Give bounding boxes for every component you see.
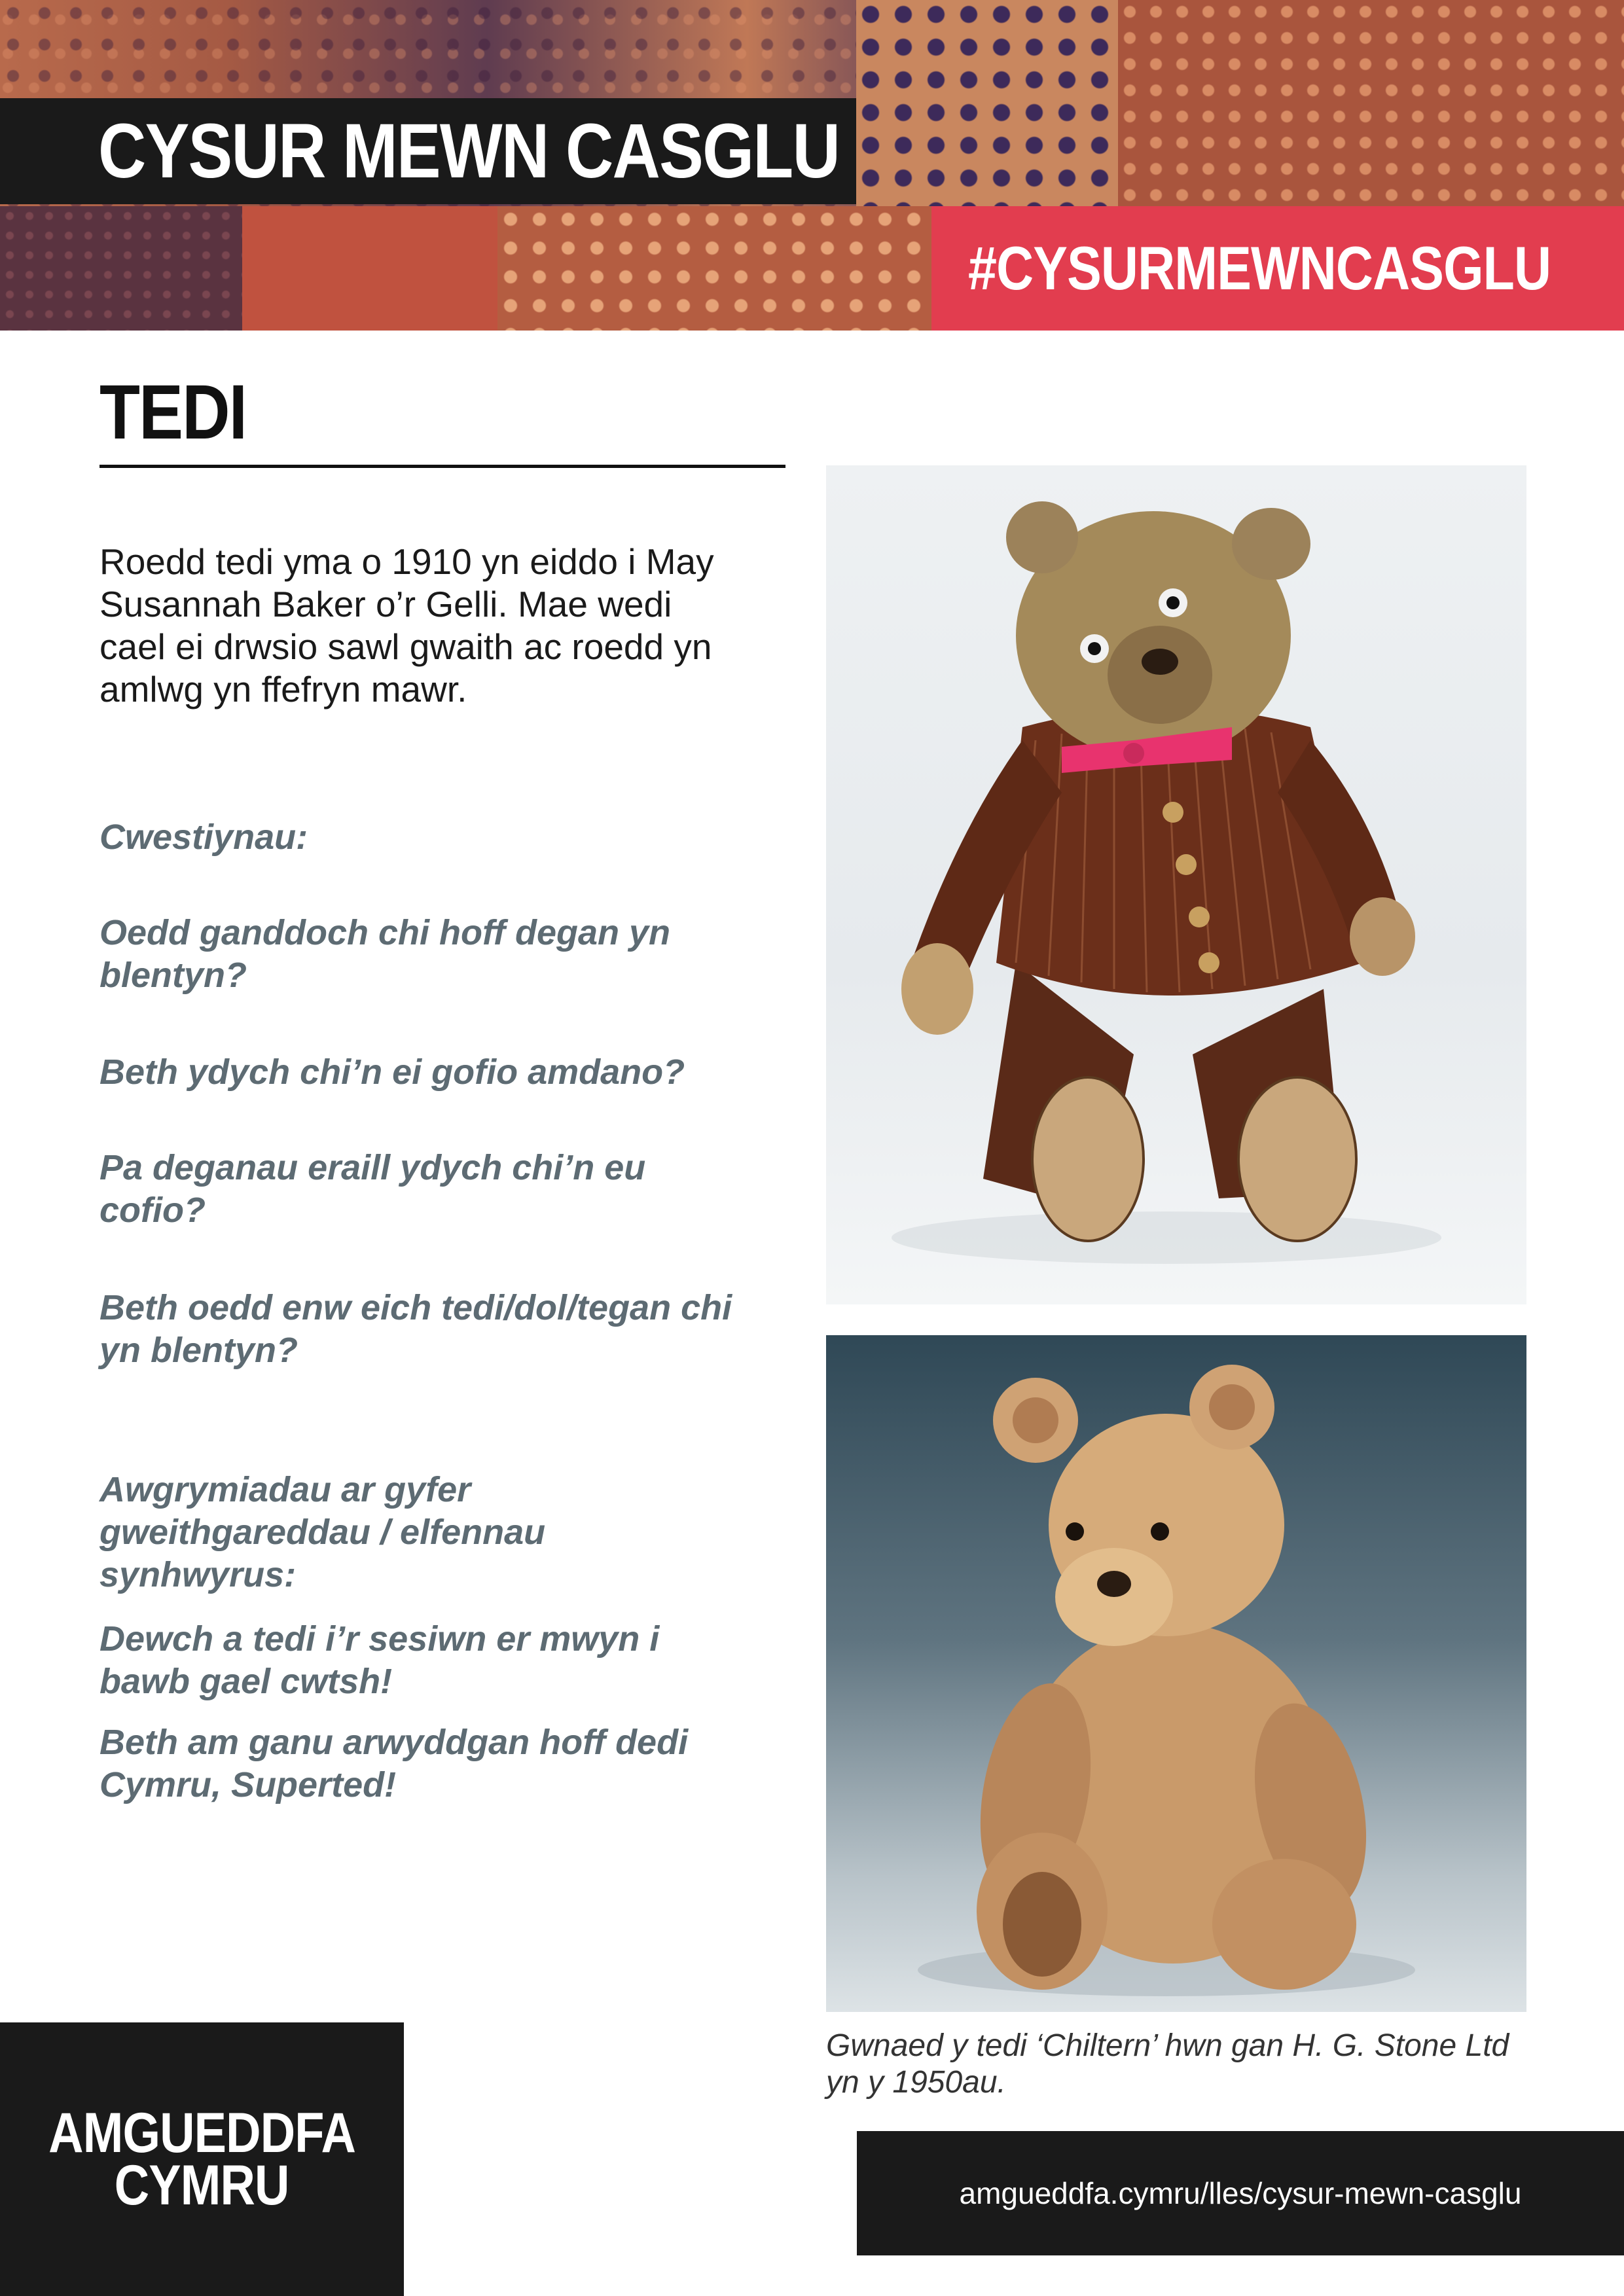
logo-line-2: CYMRU (115, 2154, 289, 2217)
questions-heading: Cwestiynau: (99, 817, 308, 857)
website-link[interactable]: amgueddfa.cymru/lles/cysur-mewn-casglu (959, 2176, 1522, 2210)
question-item: Beth ydych chi’n ei gofio amdano? (99, 1052, 685, 1092)
activity-item: Beth am ganu arwyddgan hoff dedi Cymru, Superted! (99, 1723, 689, 1804)
title-divider (99, 465, 785, 468)
question-item: Pa deganau eraill ydych chi’n eu cofio? (99, 1148, 646, 1230)
photo-chiltern-teddy (826, 1335, 1526, 2012)
activities-heading: Awgrymiadau ar gyfer gweithgareddau / elfennau synhwyrus: (99, 1470, 546, 1594)
hashtag-text: #CYSURMEWNCASGLU (968, 234, 1551, 302)
page-title: TEDI (99, 369, 247, 456)
photo-caption: Gwnaed y tedi ‘Chiltern’ hwn gan H. G. Stone Ltd yn y 1950au. (826, 2028, 1509, 2100)
activity-item: Dewch a tedi i’r sesiwn er mwyn i bawb gael cwtsh! (99, 1619, 660, 1701)
photo-old-teddy (826, 465, 1526, 1304)
header-banner (0, 0, 1624, 331)
intro-text: Roedd tedi yma o 1910 yn eiddo i May Susannah Baker o’r Gelli. Mae wedi cael ei drwsio sawl gwaith ac roedd yn amlwg yn ffefryn mawr. (99, 541, 714, 709)
banner-title-bar (0, 98, 856, 204)
banner-title: CYSUR MEWN CASGLU (98, 108, 840, 194)
url-bar (857, 2131, 1624, 2255)
hashtag-bar (931, 206, 1624, 331)
logo-line-1: AMGUEDDFA (48, 2102, 355, 2164)
question-item: Oedd ganddoch chi hoff degan yn blentyn? (99, 913, 671, 995)
amgueddfa-cymru-logo (0, 2022, 404, 2296)
question-item: Beth oedd enw eich tedi/dol/tegan chi yn blentyn? (99, 1288, 732, 1370)
